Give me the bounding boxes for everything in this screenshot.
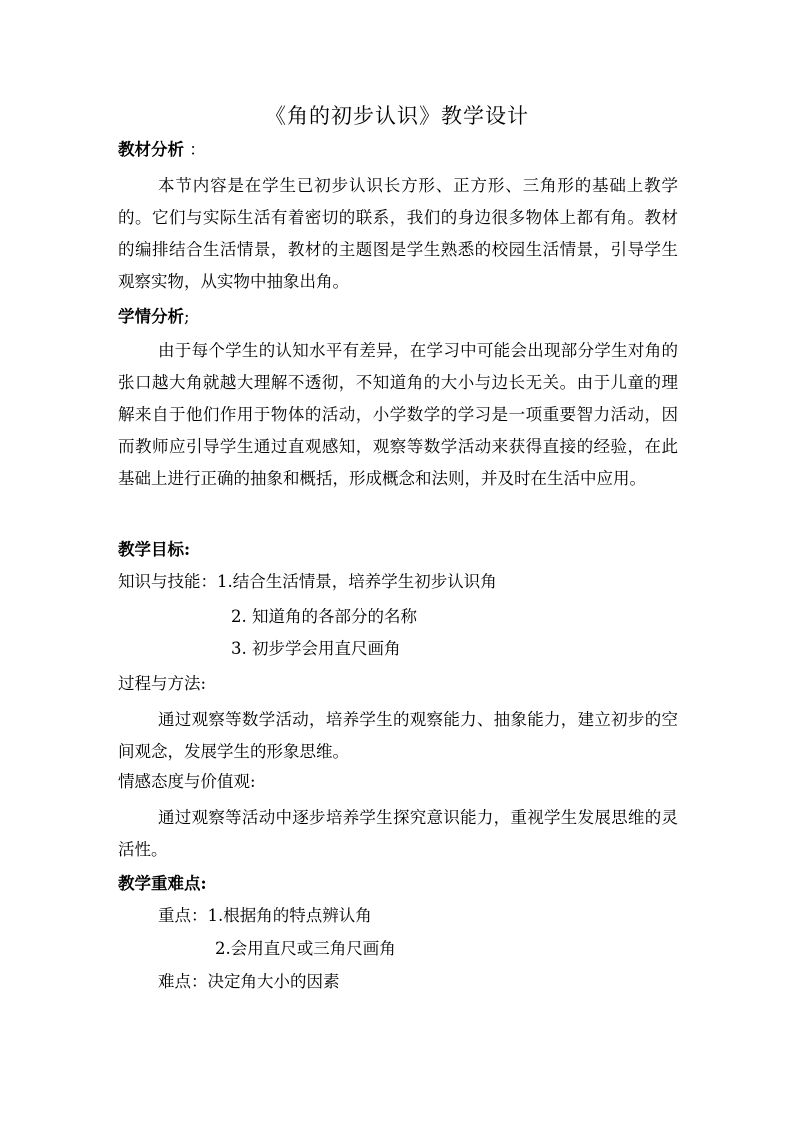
students-heading: 学情分析 <box>118 307 184 326</box>
difficulty-text: 决定角大小的因素 <box>207 972 340 991</box>
students-heading-suffix: ; <box>184 307 190 326</box>
emotion-label: 情感态度与价值观: <box>118 772 256 791</box>
goals-heading: 教学目标: <box>118 540 191 559</box>
process-label: 过程与方法: <box>118 674 207 693</box>
knowledge-item-2: 2. 知道角的各部分的名称 <box>231 607 417 626</box>
key-item-1: 1.根据角的特点辨认角 <box>207 906 372 925</box>
difficulty-line <box>158 970 340 994</box>
knowledge-label: 知识与技能： <box>118 572 217 591</box>
difficulty-label: 难点： <box>158 972 208 991</box>
keypoints-heading: 教学重难点: <box>118 874 207 893</box>
emotion-body: 通过观察等活动中逐步培养学生探究意识能力，重视学生发展思维的灵活性。 <box>118 808 678 859</box>
knowledge-item-1: 1.结合生活情景，培养学生初步认识角 <box>217 572 497 591</box>
students-body: 由于每个学生的认知水平有差异，在学习中可能会出现部分学生对角的张口越大角就越大理解不透彻，不知道角的大小与边长无关。由于儿童的理解来自于他们作用于物体的活动，小学数学的学习是一项重要智力活动，因而教师应引导学生通过直观感知，观察等数学活动来获得直接的经验，在此基础上进行正确的抽象和概括，形成概念和法则，并及时在生活中应用。 <box>118 341 678 488</box>
knowledge-item-3: 3. 初步学会用直尺画角 <box>231 639 401 658</box>
key-line <box>158 904 372 928</box>
key-item-2: 2.会用直尺或三角尺画角 <box>215 939 396 958</box>
document-title: 《角的初步认识》教学设计 <box>265 104 529 128</box>
material-body: 本节内容是在学生已初步认识长方形、正方形、三角形的基础上教学的。它们与实际生活有着密切的联系，我们的身边很多物体上都有角。教材的编排结合生活情景，教材的主题图是学生熟悉的校园生活情景，引导学生观察实物，从实物中抽象出角。 <box>118 176 678 291</box>
students-heading-line <box>118 305 190 329</box>
process-body: 通过观察等数学活动，培养学生的观察能力、抽象能力，建立初步的空间观念，发展学生的形象思维。 <box>118 710 678 761</box>
key-label: 重点： <box>158 906 208 925</box>
knowledge-line <box>118 570 497 594</box>
material-heading: 教材分析 <box>118 140 184 159</box>
material-heading-suffix: ： <box>184 140 206 159</box>
material-heading-line <box>118 138 206 162</box>
